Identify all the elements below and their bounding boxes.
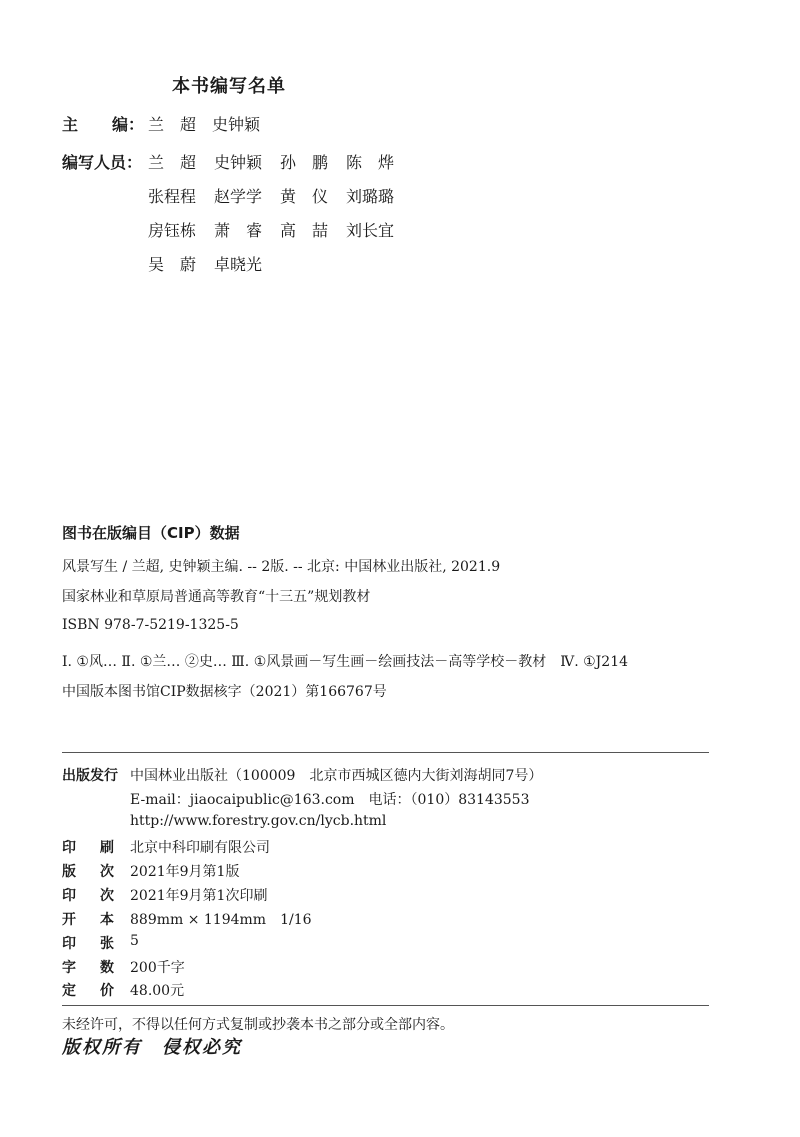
info-value: 48.00元 xyxy=(130,983,185,999)
info-key: 字 数 xyxy=(62,960,114,976)
info-key: 印 刷 xyxy=(62,840,114,856)
info-key: 印 次 xyxy=(62,888,114,904)
info-key: 定 价 xyxy=(62,983,114,999)
info-key: 版 次 xyxy=(62,864,114,880)
writer-name: 史钟颖 xyxy=(214,153,263,172)
info-row-words xyxy=(62,957,185,977)
info-value: 北京中科印刷有限公司 xyxy=(130,840,270,856)
writer-name: 陈 烨 xyxy=(346,153,395,172)
cip-line: ISBN 978-7-5219-1325-5 xyxy=(62,617,239,633)
contact-row xyxy=(130,789,529,809)
cip-line: 中国版本图书馆CIP数据核字（2021）第166767号 xyxy=(62,684,387,700)
writer-name: 兰 超 xyxy=(148,153,197,172)
info-row-sheets xyxy=(62,933,139,953)
info-value: 200千字 xyxy=(130,960,185,976)
chief-editor-names: 兰 超 史钟颖 xyxy=(148,115,261,134)
copyright-notice: 未经许可，不得以任何方式复制或抄袭本书之部分或全部内容。 xyxy=(62,1017,454,1033)
cip-line: 国家林业和草原局普通高等教育“十三五”规划教材 xyxy=(62,589,371,605)
publisher-row xyxy=(62,765,542,785)
email-phone: E-mail：jiaocaipublic@163.com 电话：（010）83143553 xyxy=(130,792,530,808)
writers-row-1 xyxy=(148,150,412,173)
divider-top xyxy=(62,752,709,753)
cip-title: 图书在版编目（CIP）数据 xyxy=(62,524,240,542)
writers-row-4 xyxy=(148,252,280,275)
writer-name: 卓晓光 xyxy=(214,255,263,274)
chief-label-part-b: 编： xyxy=(112,115,145,134)
publisher-label: 出版发行 xyxy=(62,768,118,784)
info-value: 5 xyxy=(130,933,139,949)
info-key: 开 本 xyxy=(62,912,114,928)
info-row-format xyxy=(62,909,312,929)
writer-name: 孙 鹏 xyxy=(280,153,329,172)
info-row-printer xyxy=(62,837,270,857)
url-row xyxy=(130,813,386,829)
cip-line: Ⅰ. ①风… Ⅱ. ①兰… ②史… Ⅲ. ①风景画－写生画－绘画技法－高等学校－教材 Ⅳ. ①J214 xyxy=(62,654,629,670)
rights-reserved: 版权所有 侵权必究 xyxy=(62,1037,242,1058)
publisher-value: 中国林业出版社（100009 北京市西城区德内大街刘海胡同7号） xyxy=(130,768,543,784)
info-value: 889mm × 1194mm 1/16 xyxy=(130,912,312,928)
chief-editor-label xyxy=(62,112,144,135)
writer-name: 高 喆 xyxy=(280,221,329,240)
cip-line: 风景写生 / 兰超, 史钟颖主编. -- 2版. -- 北京: 中国林业出版社, 2021.9 xyxy=(62,559,501,575)
writers-row-3 xyxy=(148,218,412,241)
info-row-printing xyxy=(62,885,267,905)
editors-title: 本书编写名单 xyxy=(172,76,286,97)
info-row-price xyxy=(62,980,184,1000)
info-value: 2021年9月第1版 xyxy=(130,864,240,880)
writer-name: 赵学学 xyxy=(214,187,263,206)
chief-label-part-a: 主 xyxy=(62,115,79,134)
writer-name: 张程程 xyxy=(148,187,197,206)
info-key: 印 张 xyxy=(62,936,114,952)
writer-name: 房钰栋 xyxy=(148,221,197,240)
writer-name: 刘璐璐 xyxy=(346,187,395,206)
writer-name: 萧 睿 xyxy=(214,221,263,240)
info-row-edition xyxy=(62,861,239,881)
writers-row-2 xyxy=(148,184,412,207)
writers-label: 编写人员： xyxy=(62,153,143,172)
info-value: 2021年9月第1次印刷 xyxy=(130,888,268,904)
divider-bottom xyxy=(62,1005,709,1006)
publisher-url: http://www.forestry.gov.cn/lycb.html xyxy=(130,813,387,829)
writer-name: 吴 蔚 xyxy=(148,255,197,274)
writer-name: 刘长宜 xyxy=(346,221,395,240)
writer-name: 黄 仪 xyxy=(280,187,329,206)
